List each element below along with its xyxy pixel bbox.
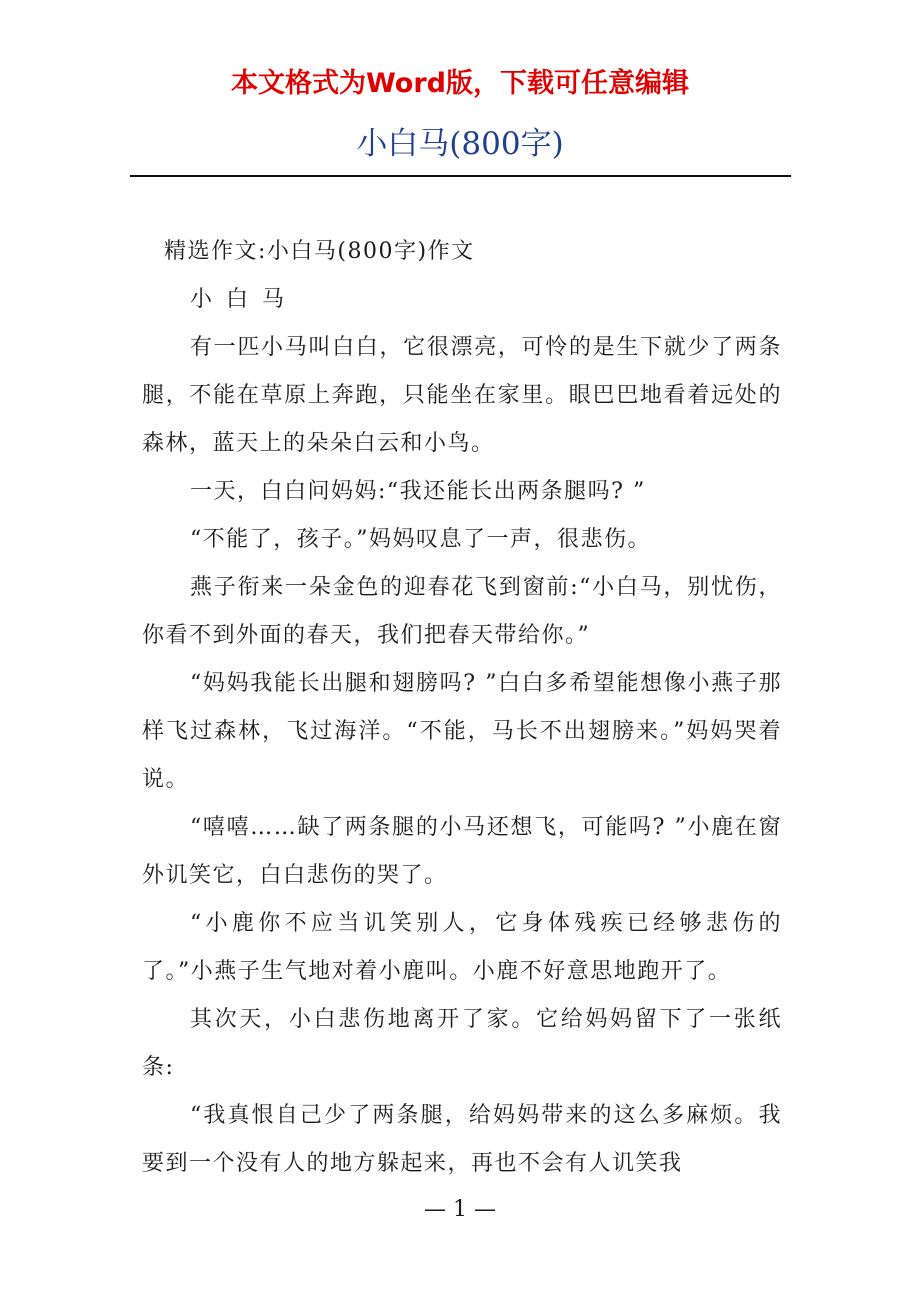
document-body bbox=[142, 228, 782, 1188]
page-number: — 1 — bbox=[424, 1197, 496, 1222]
download-banner: 本文格式为Word版，下载可任意编辑 bbox=[230, 68, 689, 99]
title-divider bbox=[130, 175, 791, 177]
paragraph: “妈妈我能长出腿和翅膀吗? ”白白多希望能想像小燕子那样飞过森林，飞过海洋。“不能，马长不出翅膀来。”妈妈哭着说。 bbox=[142, 671, 782, 792]
paragraph: “嘻嘻……缺了两条腿的小马还想飞，可能吗? ”小鹿在窗外讥笑它，白白悲伤的哭了。 bbox=[142, 815, 782, 888]
paragraph: 其次天，小白悲伤地离开了家。它给妈妈留下了一张纸条: bbox=[142, 1007, 782, 1080]
essay-intro-line: 精选作文:小白马(800字)作文 bbox=[164, 239, 475, 264]
paragraph: 有一匹小马叫白白，它很漂亮，可怜的是生下就少了两条腿，不能在草原上奔跑，只能坐在家里。眼巴巴地看着远处的森林，蓝天上的朵朵白云和小鸟。 bbox=[142, 335, 782, 456]
paragraph: “小鹿你不应当讥笑别人，它身体残疾已经够悲伤的了。”小燕子生气地对着小鹿叫。小鹿不好意思地跑开了。 bbox=[142, 911, 782, 984]
document-title: 小白马(800字) bbox=[356, 126, 564, 162]
paragraph: 燕子衔来一朵金色的迎春花飞到窗前:“小白马，别忧伤，你看不到外面的春天，我们把春天带给你。” bbox=[142, 575, 782, 648]
essay-heading: 小白马 bbox=[190, 287, 299, 312]
paragraph: “不能了，孩子。”妈妈叹息了一声，很悲伤。 bbox=[190, 527, 651, 552]
paragraph: “我真恨自己少了两条腿，给妈妈带来的这么多麻烦。我要到一个没有人的地方躲起来，再也不会有人讥笑我 bbox=[142, 1103, 782, 1176]
paragraph: 一天，白白问妈妈:“我还能长出两条腿吗? ” bbox=[190, 479, 646, 504]
